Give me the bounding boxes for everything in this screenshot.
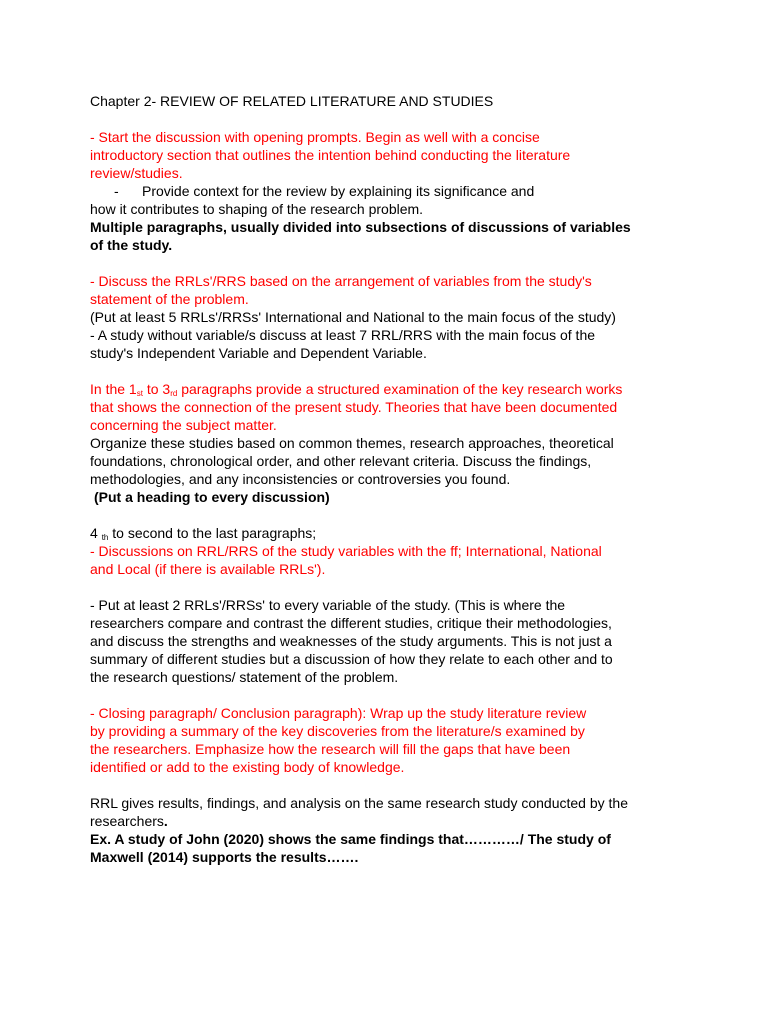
- first-paras-line: concerning the subject matter.: [90, 417, 277, 433]
- first-paras-line: methodologies, and any inconsistencies or controversies you found.: [90, 471, 511, 487]
- at-least-section: [90, 596, 680, 686]
- rrl-example-line: Maxwell (2014) supports the results…….: [90, 849, 359, 865]
- fourth-section: [90, 524, 680, 578]
- intro-bold-line: Multiple paragraphs, usually divided into subsections of discussions of variables: [90, 219, 631, 235]
- spacer: [90, 254, 680, 272]
- intro-line: introductory section that outlines the intention behind conducting the literature: [90, 147, 571, 163]
- chapter-title: Chapter 2- REVIEW OF RELATED LITERATURE AND STUDIES: [90, 93, 494, 109]
- closing-line: identified or add to the existing body of knowledge.: [90, 759, 405, 775]
- at-least-line: researchers compare and contrast the different studies, critique their methodologies,: [90, 615, 612, 631]
- intro-section: [90, 128, 680, 254]
- discuss-line: - Discuss the RRLs'/RRS based on the arrangement of variables from the study's: [90, 273, 592, 289]
- ordinal-suffix: th: [101, 533, 109, 542]
- discuss-line: statement of the problem.: [90, 291, 249, 307]
- closing-line: the researchers. Emphasize how the research will fill the gaps that have been: [90, 741, 571, 757]
- text-part: to 3: [142, 381, 171, 397]
- discuss-line: (Put at least 5 RRLs'/RRSs' International and National to the main focus of the study): [90, 309, 616, 325]
- text-part: paragraphs provide a structured examination of the key research works: [177, 381, 623, 397]
- document-body: [90, 92, 680, 866]
- ordinal-suffix: rd: [170, 389, 178, 398]
- text-part: In the 1: [90, 381, 137, 397]
- intro-line: - Start the discussion with opening prompts. Begin as well with a concise: [90, 129, 540, 145]
- bold-period: .: [163, 813, 168, 829]
- discuss-section: [90, 272, 680, 362]
- closing-line: by providing a summary of the key discoveries from the literature/s examined by: [90, 723, 585, 739]
- ordinal-suffix: st: [136, 389, 143, 398]
- intro-bullet: [90, 182, 680, 200]
- fourth-line: and Local (if there is available RRLs').: [90, 561, 326, 577]
- bullet-dash: -: [114, 183, 119, 199]
- first-paras-line: that shows the connection of the present study. Theories that have been documented: [90, 399, 618, 415]
- rrl-line: RRL gives results, findings, and analysis on the same research study conducted by the: [90, 795, 628, 811]
- spacer: [90, 776, 680, 794]
- text-part: researchers: [90, 813, 164, 829]
- spacer: [90, 578, 680, 596]
- at-least-line: summary of different studies but a discussion of how they relate to each other and to: [90, 651, 613, 667]
- first-paras-line: foundations, chronological order, and other relevant criteria. Discuss the findings,: [90, 453, 592, 469]
- intro-line: review/studies.: [90, 165, 183, 181]
- intro-bold-line: of the study.: [90, 237, 173, 253]
- rrl-section: [90, 794, 680, 866]
- first-paras-line: Organize these studies based on common themes, research approaches, theoretical: [90, 435, 614, 451]
- first-paras-line: [90, 380, 680, 398]
- text-part: 4: [90, 525, 102, 541]
- at-least-line: the research questions/ statement of the problem.: [90, 669, 399, 685]
- at-least-line: - Put at least 2 RRLs'/RRSs' to every variable of the study. (This is where the: [90, 597, 566, 613]
- discuss-line: study's Independent Variable and Dependent Variable.: [90, 345, 427, 361]
- heading-note: (Put a heading to every discussion): [94, 489, 330, 505]
- text-part: to second to the last paragraphs;: [108, 525, 317, 541]
- at-least-line: and discuss the strengths and weaknesses of the study arguments. This is not just a: [90, 633, 612, 649]
- closing-section: [90, 704, 680, 776]
- rrl-example-line: Ex. A study of John (2020) shows the same findings that…………/ The study of: [90, 831, 611, 847]
- spacer: [90, 362, 680, 380]
- discuss-line: - A study without variable/s discuss at least 7 RRL/RRS with the main focus of the: [90, 327, 596, 343]
- rrl-line: [90, 812, 680, 830]
- closing-line: - Closing paragraph/ Conclusion paragraph): Wrap up the study literature review: [90, 705, 587, 721]
- first-paragraphs-section: [90, 380, 680, 506]
- spacer: [90, 686, 680, 704]
- fourth-line: [90, 524, 680, 542]
- intro-bullet-text: Provide context for the review by explaining its significance and: [142, 183, 535, 199]
- spacer: [90, 506, 680, 524]
- spacer: [90, 110, 680, 128]
- intro-line: how it contributes to shaping of the research problem.: [90, 201, 424, 217]
- fourth-line: - Discussions on RRL/RRS of the study variables with the ff; International, National: [90, 543, 602, 559]
